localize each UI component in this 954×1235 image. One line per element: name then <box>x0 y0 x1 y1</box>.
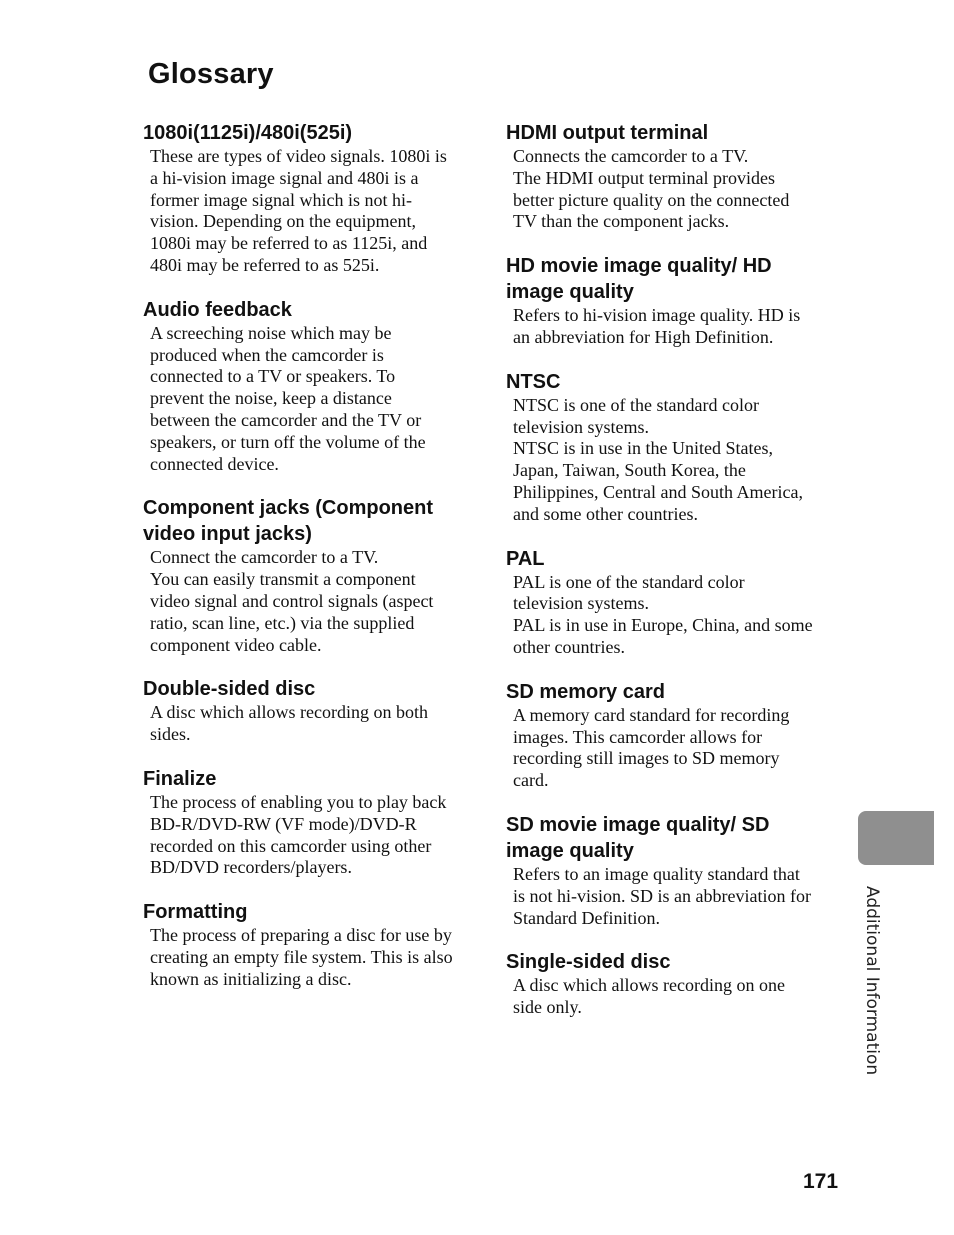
definition-line: between the camcorder and the TV or <box>150 409 422 430</box>
definition-line: speakers, or turn off the volume of the <box>150 431 426 452</box>
definition-line: Standard Definition. <box>513 907 660 928</box>
definition-line: Connect the camcorder to a TV. <box>150 547 379 568</box>
page-title: Glossary <box>148 58 274 90</box>
glossary-entry <box>143 899 473 990</box>
definition-line: produced when the camcorder is <box>150 344 384 365</box>
definition-line: ratio, scan line, etc.) via the supplied <box>150 612 415 633</box>
definition-line: A disc which allows recording on both <box>150 702 428 723</box>
glossary-entry <box>506 949 836 1019</box>
definition-line: better picture quality on the connected <box>513 189 790 210</box>
definition-line: connected device. <box>150 453 279 474</box>
glossary-term: Formatting <box>143 901 248 924</box>
glossary-definition <box>513 146 836 233</box>
glossary-definition <box>513 705 836 792</box>
definition-line: is not hi-vision. SD is an abbreviation for <box>513 885 811 906</box>
definition-line: Refers to hi-vision image quality. HD is <box>513 305 801 326</box>
glossary-term: 1080i(1125i)/480i(525i) <box>143 122 353 144</box>
glossary-term: SD movie image quality/ SD image quality <box>506 813 770 862</box>
definition-line: A screeching noise which may be <box>150 322 392 343</box>
glossary-term: HD movie image quality/ HD image quality <box>506 255 772 304</box>
definition-line: television systems. <box>513 416 649 437</box>
definition-line: BD-R/DVD-RW (VF mode)/DVD-R <box>150 813 417 834</box>
glossary-entry <box>506 120 836 233</box>
definition-line: prevent the noise, keep a distance <box>150 388 392 409</box>
page-number: 171 <box>803 1170 839 1193</box>
definition-line: former image signal which is not hi- <box>150 189 412 210</box>
glossary-term: Double-sided disc <box>143 678 316 701</box>
definition-line: sides. <box>150 724 191 745</box>
glossary-entry <box>143 297 473 476</box>
definition-line: NTSC is one of the standard color <box>513 394 759 415</box>
definition-line: The process of enabling you to play back <box>150 791 447 812</box>
definition-line: television systems. <box>513 593 649 614</box>
glossary-definition <box>513 864 836 929</box>
definition-line: A disc which allows recording on one <box>513 975 785 996</box>
glossary-entry <box>506 679 836 792</box>
glossary-definition <box>150 702 473 746</box>
glossary-definition <box>513 572 836 659</box>
definition-line: PAL is in use in Europe, China, and some <box>513 615 813 636</box>
glossary-term: Component jacks (Component video input jacks) <box>143 497 434 546</box>
definition-line: BD/DVD recorders/players. <box>150 857 352 878</box>
definition-line: PAL is one of the standard color <box>513 571 745 592</box>
glossary-definition <box>150 146 473 277</box>
definition-line: connected to a TV or speakers. To <box>150 366 396 387</box>
glossary-column-left <box>143 120 473 1011</box>
definition-line: a hi-vision image signal and 480i is a <box>150 167 419 188</box>
definition-line: NTSC is in use in the United States, <box>513 438 773 459</box>
definition-line: Philippines, Central and South America, <box>513 481 803 502</box>
glossary-entry <box>143 495 473 656</box>
section-tab <box>858 811 934 865</box>
glossary-definition <box>513 395 836 526</box>
definition-line: card. <box>513 770 549 791</box>
glossary-term: Finalize <box>143 767 217 790</box>
definition-line: You can easily transmit a component <box>150 569 416 590</box>
glossary-entry <box>506 546 836 659</box>
definition-line: Japan, Taiwan, South Korea, the <box>513 460 746 481</box>
glossary-term: PAL <box>506 547 545 570</box>
definition-line: images. This camcorder allows for <box>513 726 763 747</box>
definition-line: video signal and control signals (aspect <box>150 590 434 611</box>
glossary-definition <box>150 925 473 990</box>
definition-line: TV than the component jacks. <box>513 211 730 232</box>
glossary-definition <box>150 323 473 476</box>
section-label: Additional Information <box>862 886 882 1076</box>
glossary-term: NTSC <box>506 370 561 393</box>
definition-line: The process of preparing a disc for use by <box>150 925 452 946</box>
definition-line: known as initializing a disc. <box>150 968 352 989</box>
definition-line: creating an empty file system. This is also <box>150 946 453 967</box>
definition-line: and some other countries. <box>513 503 698 524</box>
glossary-definition <box>150 547 473 656</box>
glossary-entry <box>143 766 473 879</box>
definition-line: The HDMI output terminal provides <box>513 167 775 188</box>
glossary-entry <box>506 369 836 526</box>
definition-line: recorded on this camcorder using other <box>150 835 432 856</box>
definition-line: component video cable. <box>150 634 322 655</box>
glossary-definition <box>513 975 836 1019</box>
definition-line: vision. Depending on the equipment, <box>150 211 416 232</box>
glossary-term: SD memory card <box>506 680 665 703</box>
glossary-entry <box>143 120 473 277</box>
definition-line: recording still images to SD memory <box>513 748 780 769</box>
definition-line: 480i may be referred to as 525i. <box>150 254 380 275</box>
glossary-term: Single-sided disc <box>506 951 671 974</box>
definition-line: These are types of video signals. 1080i is <box>150 146 447 166</box>
glossary-entry <box>143 676 473 746</box>
glossary-definition <box>513 305 836 349</box>
glossary-column-right <box>506 120 836 1039</box>
glossary-term: HDMI output terminal <box>506 122 709 144</box>
glossary-definition <box>150 792 473 879</box>
definition-line: an abbreviation for High Definition. <box>513 326 774 347</box>
definition-line: side only. <box>513 997 582 1018</box>
definition-line: 1080i may be referred to as 1125i, and <box>150 233 428 254</box>
definition-line: other countries. <box>513 636 625 657</box>
definition-line: Connects the camcorder to a TV. <box>513 146 749 166</box>
definition-line: A memory card standard for recording <box>513 704 790 725</box>
glossary-entry <box>506 812 836 929</box>
definition-line: Refers to an image quality standard that <box>513 863 800 884</box>
glossary-term: Audio feedback <box>143 298 292 321</box>
glossary-entry <box>506 253 836 349</box>
